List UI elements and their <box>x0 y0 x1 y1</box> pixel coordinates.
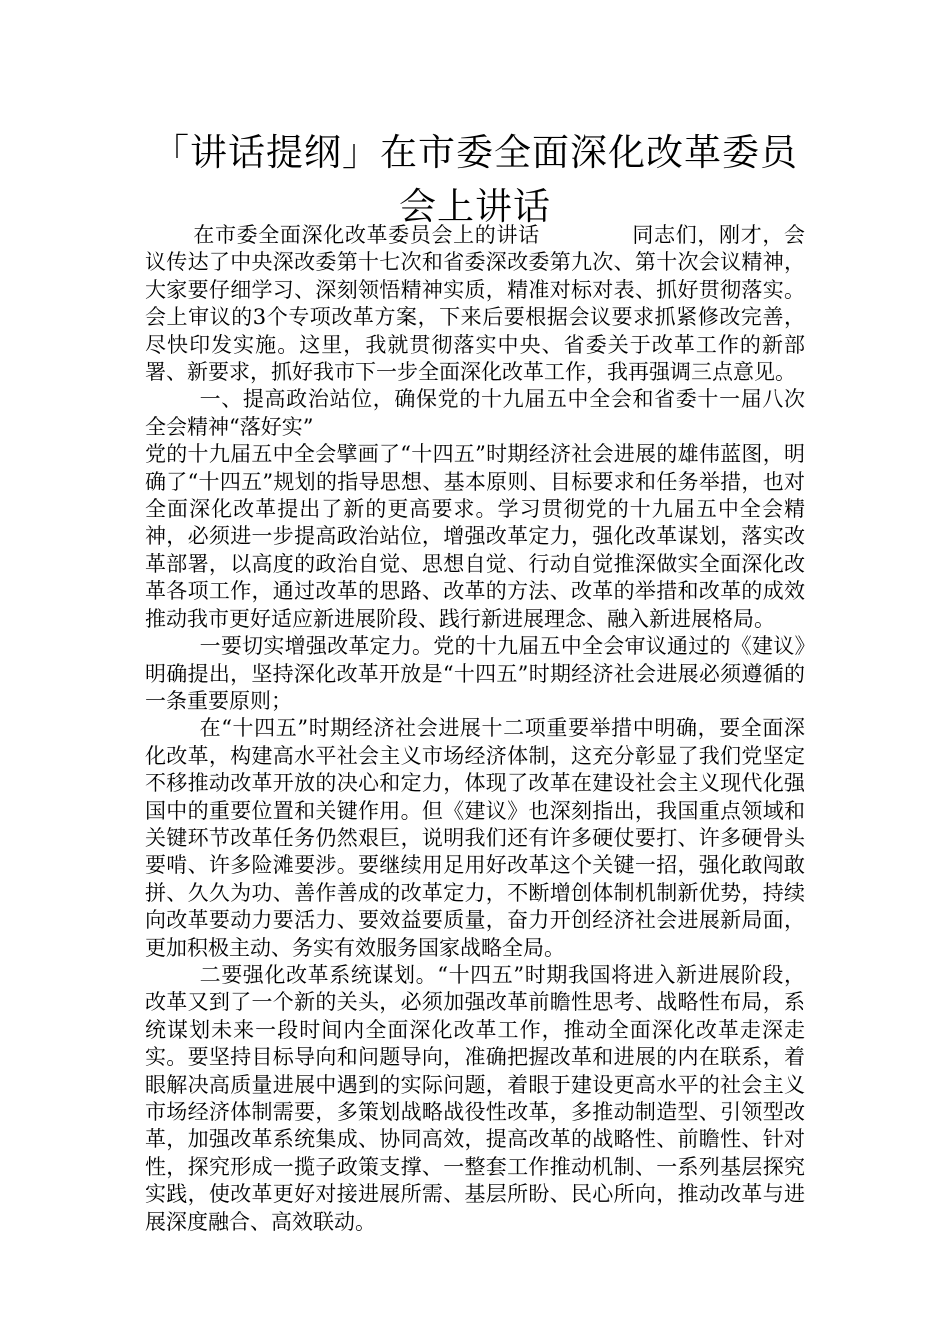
section1-heading: 一、提高政治站位，确保党的十九届五中全会和省委十一届八次全会精神“落好实” <box>145 387 805 439</box>
intro-heading: 在市委全面深化改革委员会上的讲话 <box>193 223 540 247</box>
point1-paragraph: 一要切实增强改革定力。党的十九届五中全会审议通过的《建议》明确提出，坚持深化改革开放是“十四五”时期经济社会进展必须遵循的一条重要原则； <box>145 634 805 713</box>
document-body <box>145 222 805 1236</box>
intro-text: 同志们，刚才，会议传达了中央深改委第十七次和省委深改委第九次、第十次会议精神，大家要仔细学习、深刻领悟精神实质，精准对标对表、抓好贯彻落实。会上审议的3个专项改革方案，下来后要根据会议要求抓紧修改完善，尽快印发实施。这里，我就贯彻落实中央、省委关于改革工作的新部署、新要求，抓好我市下一步全面深化改革工作，我再强调三点意见。 <box>145 223 805 385</box>
document-title: 「讲话提纲」在市委全面深化改革委员会上讲话 <box>152 131 798 228</box>
point2-paragraph: 二要强化改革系统谋划。“十四五”时期我国将进入新进展阶段，改革又到了一个新的关头，必须加强改革前瞻性思考、战略性布局，系统谋划未来一段时间内全面深化改革工作，推动全面深化改革走深走实。要坚持目标导向和问题导向，准确把握改革和进展的内在联系，着眼解决高质量进展中遇到的实际问题，着眼于建设更高水平的社会主义市场经济体制需要，多策划战略战役性改革，多推动制造型、引领型改革，加强改革系统集成、协同高效，提高改革的战略性、前瞻性、针对性，探究形成一揽子政策支撑、一整套工作推动机制、一系列基层探究实践，使改革更好对接进展所需、基层所盼、民心所向，推动改革与进展深度融合、高效联动。 <box>145 962 805 1234</box>
section1-paragraph: 党的十九届五中全会擘画了“十四五”时期经济社会进展的雄伟蓝图，明确了“十四五”规划的指导思想、基本原则、目标要求和任务举措，也对全面深化改革提出了新的更高要求。学习贯彻党的十九届五中全会精神，必须进一步提高政治站位，增强改革定力，强化改革谋划，落实改革部署，以高度的政治自觉、思想自觉、行动自觉推深做实全面深化改革各项工作，通过改革的思路、改革的方法、改革的举措和改革的成效推动我市更好适应新进展阶段、践行新进展理念、融入新进展格局。 <box>145 442 805 631</box>
point1-continuation: 在“十四五”时期经济社会进展十二项重要举措中明确，要全面深化改革，构建高水平社会主义市场经济体制，这充分彰显了我们党坚定不移推动改革开放的决心和定力，体现了改革在建设社会主义现代化强国中的重要位置和关键作用。但《建议》也深刻指出，我国重点领域和关键环节改革任务仍然艰巨，说明我们还有许多硬仗要打、许多硬骨头要啃、许多险滩要涉。要继续用足用好改革这个关键一招，强化敢闯敢拼、久久为功、善作善成的改革定力，不断增创体制机制新优势，持续向改革要动力要活力、要效益要质量，奋力开创经济社会进展新局面，更加积极主动、务实有效服务国家战略全局。 <box>145 716 805 960</box>
intro-paragraph <box>145 222 805 386</box>
